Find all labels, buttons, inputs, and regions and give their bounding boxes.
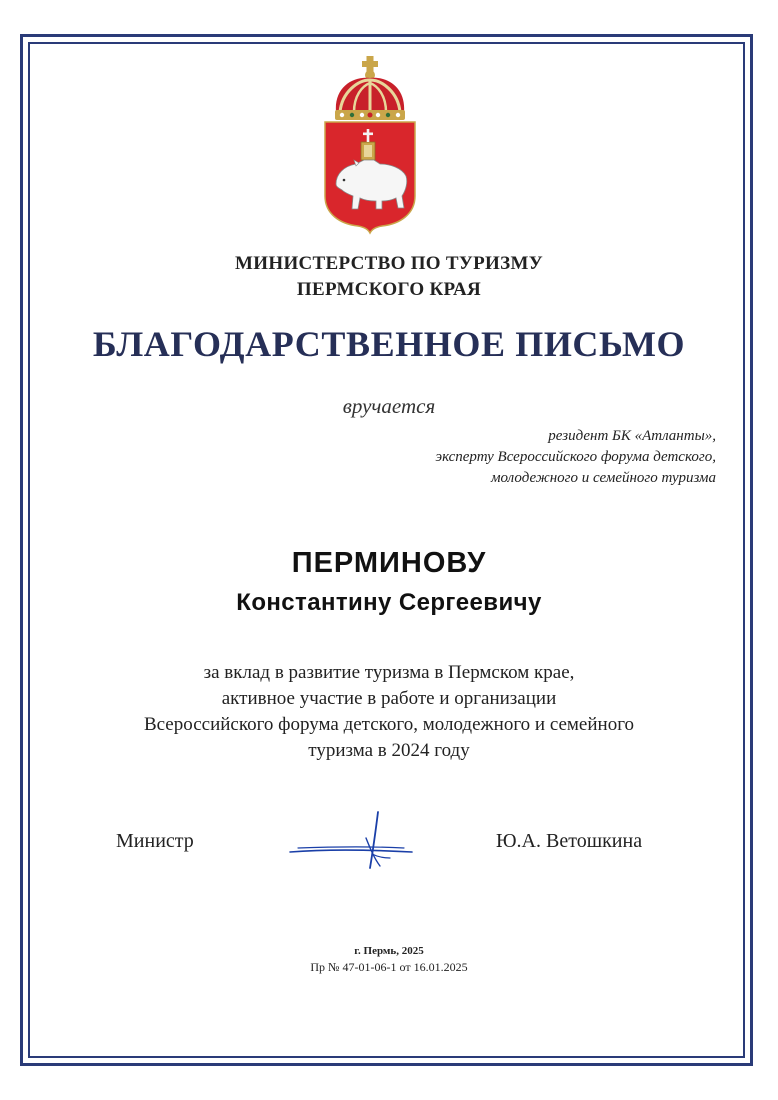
document-title: БЛАГОДАРСТВЕННОЕ ПИСЬМО xyxy=(92,324,686,364)
award-reason-line: активное участие в работе и организации xyxy=(221,688,557,709)
perm-krai-coat-of-arms-icon xyxy=(318,56,422,241)
recipient-position-block xyxy=(436,426,716,489)
recipient-position-line: молодежного и семейного туризма xyxy=(490,470,716,486)
award-reason-block xyxy=(0,660,778,764)
ministry-name-line-1: МИНИСТЕРСТВО ПО ТУРИЗМУ xyxy=(235,253,543,274)
recipient-surname: ПЕРМИНОВУ xyxy=(291,547,487,579)
signer-name: Ю.А. Ветошкина xyxy=(496,830,643,852)
recipient-position-line: резидент БК «Атланты», xyxy=(548,428,716,444)
award-reason-line: Всероссийского форума детского, молодежного и семейного xyxy=(143,714,635,735)
award-reason-line: туризма в 2024 году xyxy=(308,740,470,761)
signer-position: Министр xyxy=(116,830,194,852)
award-reason-line: за вклад в развитие туризма в Пермском крае, xyxy=(203,662,575,683)
place-and-year: г. Пермь, 2025 xyxy=(354,945,424,957)
ministry-name-line-2: ПЕРМСКОГО КРАЯ xyxy=(296,279,482,300)
awarded-word: вручается xyxy=(342,394,436,418)
signature-image xyxy=(286,808,416,872)
recipient-given-names: Константину Сергеевичу xyxy=(236,589,542,616)
recipient-position-line: эксперту Всероссийского форума детского, xyxy=(435,449,716,465)
order-reference: Пр № 47-01-06-1 от 16.01.2025 xyxy=(310,960,468,974)
